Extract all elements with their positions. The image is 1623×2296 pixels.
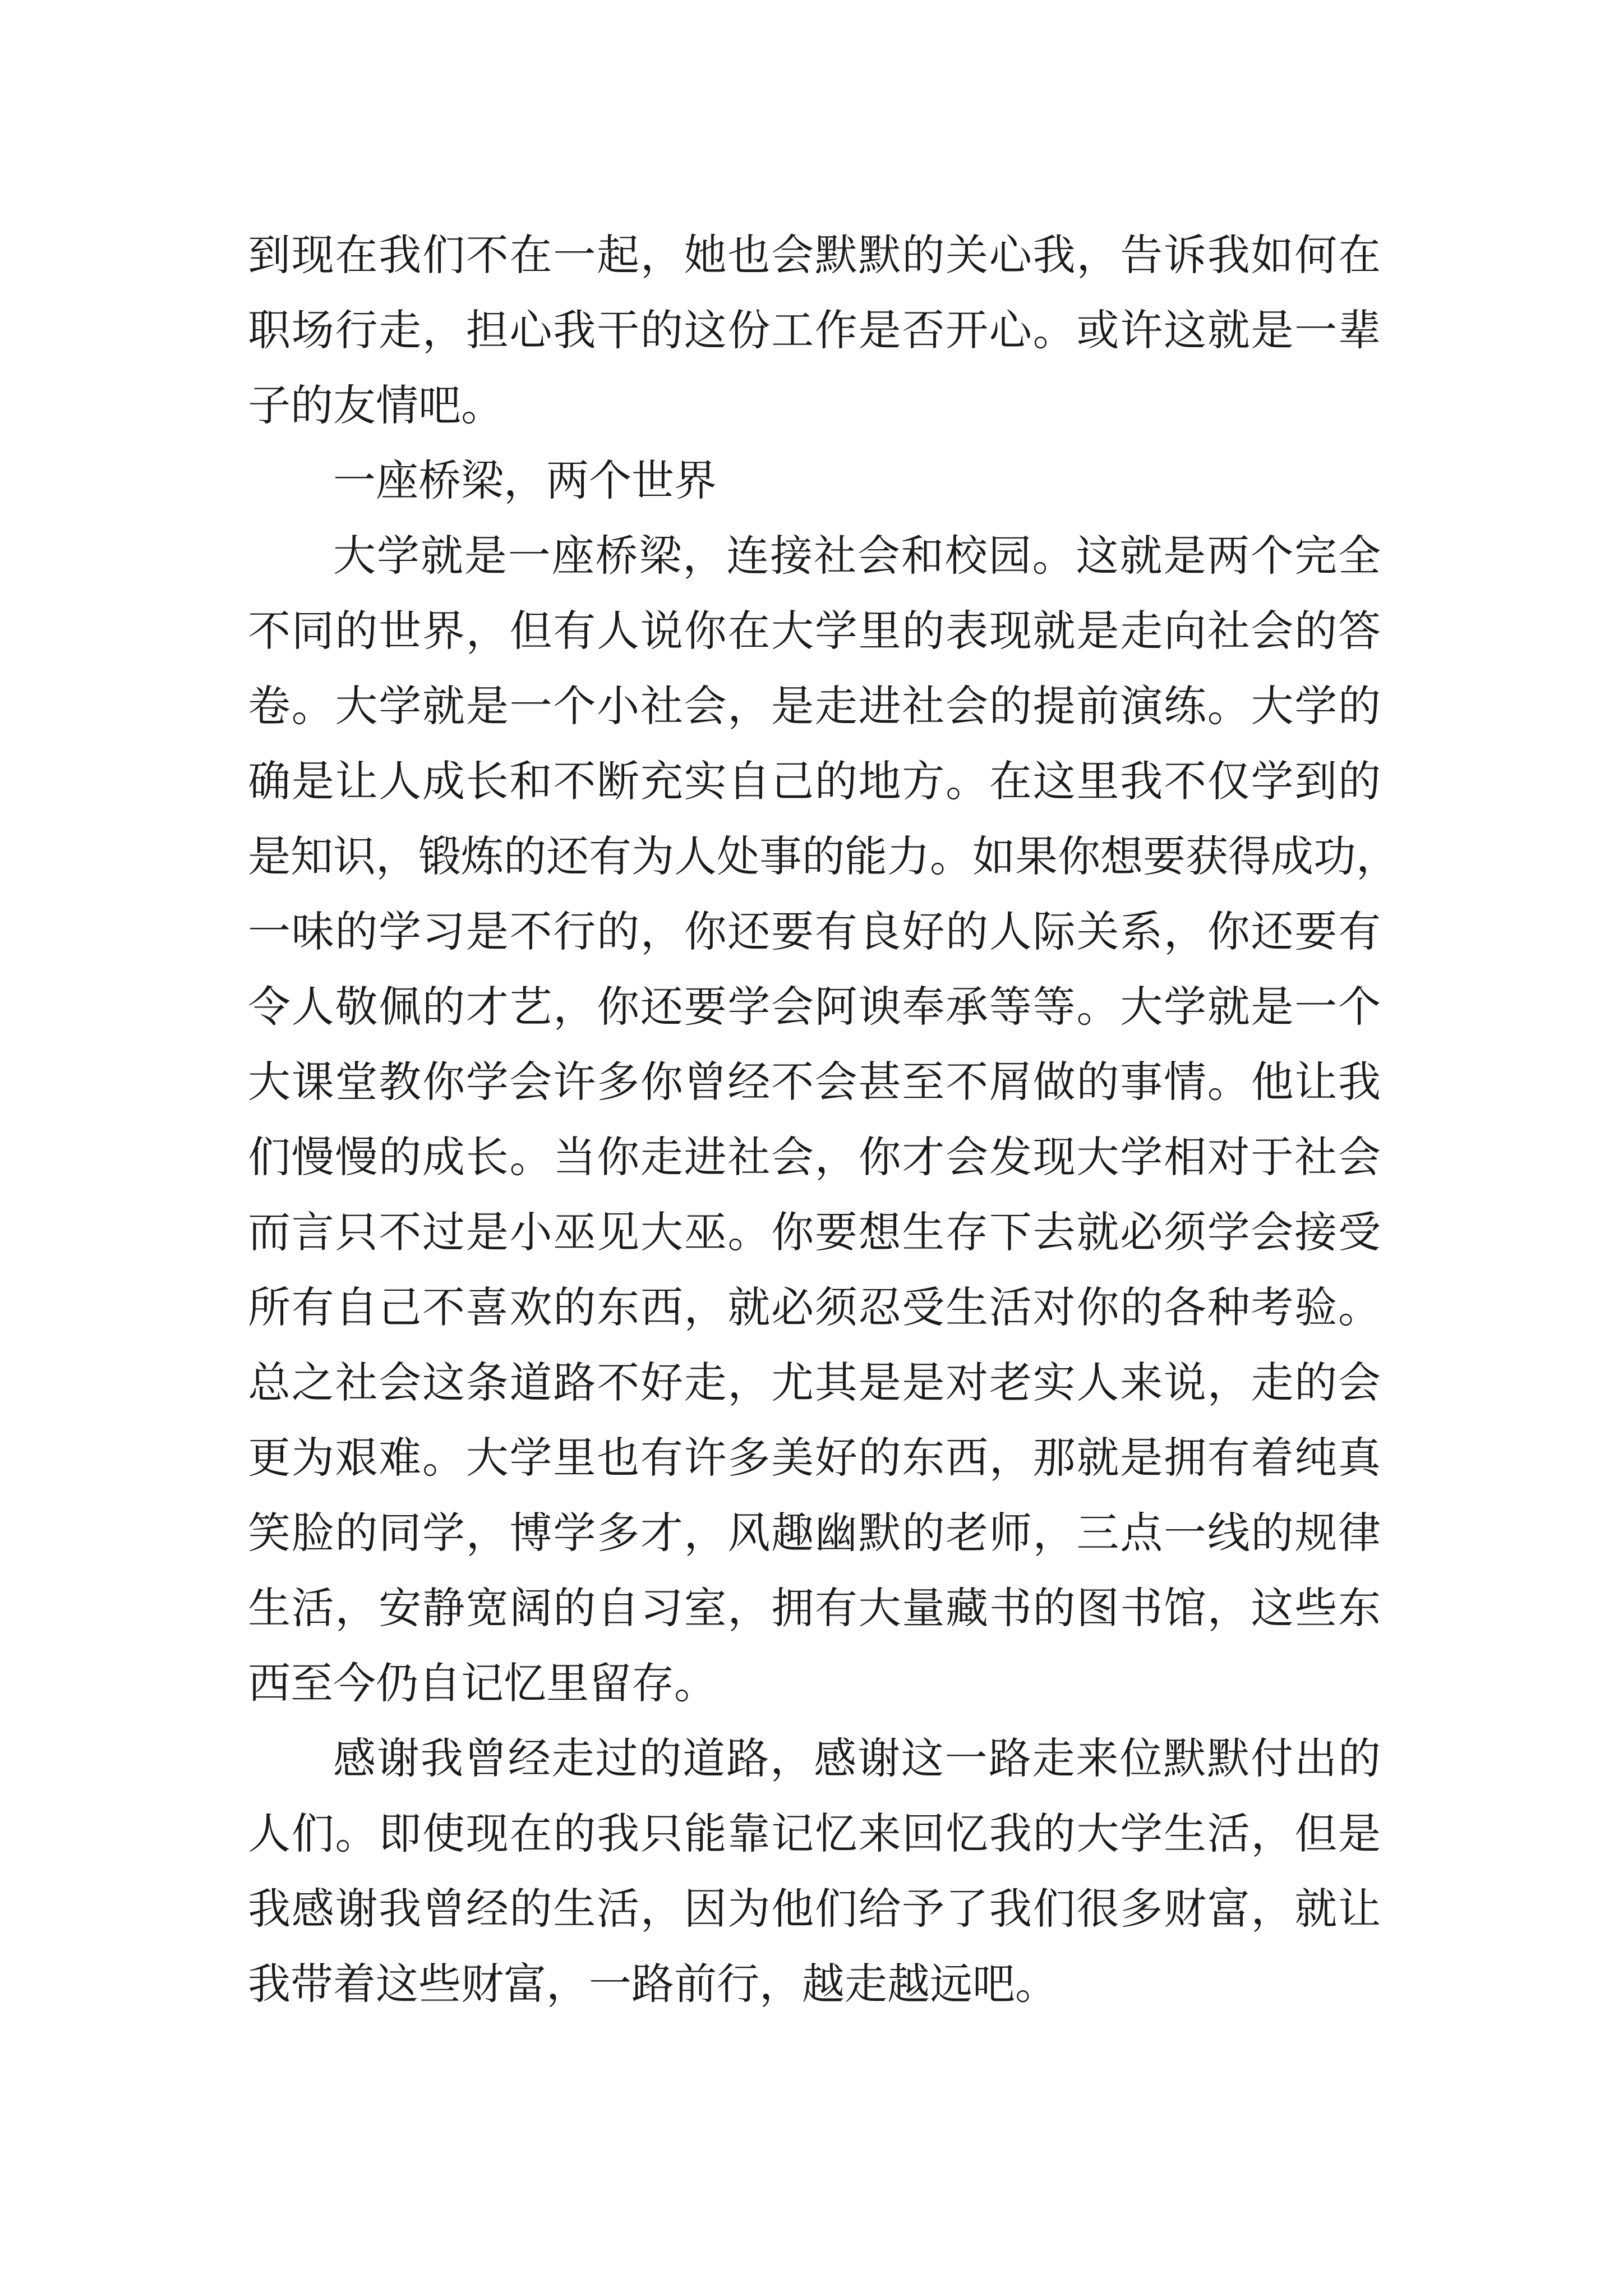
- text-line: 西至今仍自记忆里留存。: [248, 1658, 717, 1708]
- text-line: 令人敬佩的才艺，你还要学会阿谀奉承等等。大学就是一个: [248, 982, 1381, 1032]
- text-line: 我感谢我曾经的生活，因为他们给予了我们很多财富，就让: [248, 1884, 1381, 1934]
- document-body: [248, 218, 1399, 2022]
- text-line: 大课堂教你学会许多你曾经不会甚至不屑做的事情。他让我: [248, 1057, 1381, 1107]
- text-line: 职场行走，担心我干的这份工作是否开心。或许这就是一辈: [248, 305, 1381, 355]
- section-heading: 一座桥梁，两个世界: [333, 455, 717, 505]
- text-line: 更为艰难。大学里也有许多美好的东西，那就是拥有着纯真: [248, 1433, 1381, 1483]
- paragraph-2: [248, 518, 1399, 1721]
- text-line: 总之社会这条道路不好走，尤其是是对老实人来说，走的会: [248, 1358, 1381, 1407]
- text-line: 人们。即使现在的我只能靠记忆来回忆我的大学生活，但是: [248, 1809, 1381, 1858]
- text-line: 一味的学习是不行的，你还要有良好的人际关系，你还要有: [248, 907, 1381, 956]
- text-line: 是知识，锻炼的还有为人处事的能力。如果你想要获得成功，: [248, 831, 1399, 881]
- text-line: 我带着这些财富，一路前行，越走越远吧。: [248, 1959, 1058, 2009]
- text-line: 们慢慢的成长。当你走进社会，你才会发现大学相对于社会: [248, 1132, 1381, 1182]
- text-line: 生活，安静宽阔的自习室，拥有大量藏书的图书馆，这些东: [248, 1583, 1381, 1633]
- paragraph-1: [248, 218, 1381, 443]
- text-line: 大学就是一座桥梁，连接社会和校园。这就是两个完全: [333, 531, 1381, 581]
- text-line: 卷。大学就是一个小社会，是走进社会的提前演练。大学的: [248, 681, 1381, 731]
- paragraph-3: [248, 1721, 1381, 2022]
- text-line: 不同的世界，但有人说你在大学里的表现就是走向社会的答: [248, 606, 1381, 656]
- text-line: 而言只不过是小巫见大巫。你要想生存下去就必须学会接受: [248, 1207, 1381, 1257]
- text-line: 确是让人成长和不断充实自己的地方。在这里我不仅学到的: [248, 756, 1381, 806]
- text-line: 感谢我曾经走过的道路，感谢这一路走来位默默付出的: [333, 1733, 1381, 1783]
- text-line: 笑脸的同学，博学多才，风趣幽默的老师，三点一线的规律: [248, 1508, 1381, 1558]
- text-line: 所有自己不喜欢的东西，就必须忍受生活对你的各种考验。: [248, 1282, 1381, 1332]
- text-line: 子的友情吧。: [248, 380, 504, 430]
- text-line: 到现在我们不在一起，她也会默默的关心我，告诉我如何在: [248, 230, 1381, 280]
